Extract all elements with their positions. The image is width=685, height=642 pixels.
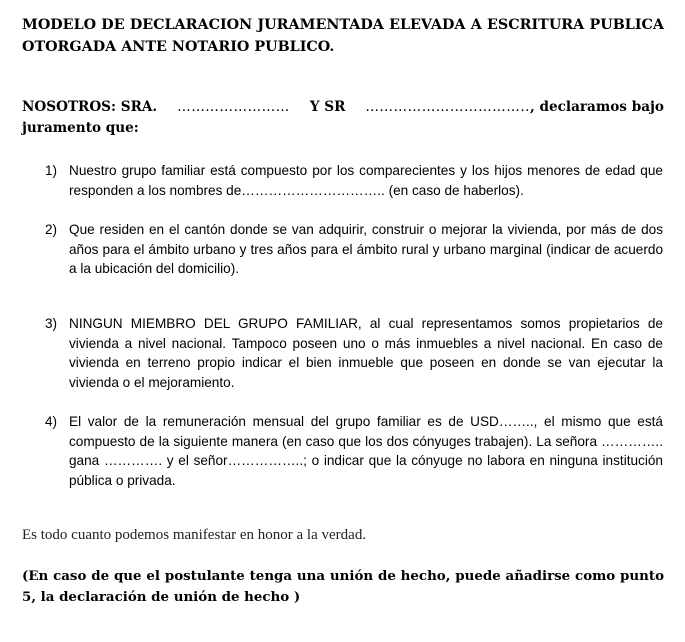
list-item-1 [45,161,663,200]
list-item-number: 3) [45,316,58,331]
declaration-mid: Y SR [309,99,346,115]
closing-statement: Es todo cuanto podemos manifestar en honor a la verdad. [22,527,367,543]
document-title: MODELO DE DECLARACION JURAMENTADA ELEVADA A ESCRITURA PUBLICA OTORGADA ANTE NOTARIO PUBLICO. [22,17,664,55]
blank-field-sra: …………………… [177,99,290,115]
list-item-2 [45,220,663,279]
declaration-line-1 [22,97,664,118]
list-item-4 [45,412,663,490]
list-item-text: Nuestro grupo familiar está compuesto por los comparecientes y los hijos menores de edad que responden a los nombres de………………………….. (en caso de haberlos). [69,163,663,198]
list-item-text: Que residen en el cantón donde se van adquirir, construir o mejorar la vivienda, por más de dos años para el ámbito urbano y tres años para el ámbito rural y urbano marginal (indicar de acuerdo a la ubicación del domicilio). [69,222,663,276]
list-item-text: El valor de la remuneración mensual del grupo familiar es de USD…….., el mismo que está compuesto de la siguiente manera (en caso que los dos cónyuges trabajen). La señora ………….. gana …………. y el señor……………..; o indicar que la cónyuge no labora en ninguna institución pública o privada. [69,414,663,488]
declaration-suffix-group [365,97,664,118]
footnote-union: (En caso de que el postulante tenga una unión de hecho, puede añadirse como punto 5, la declaración de unión de hecho ) [22,568,664,605]
declaration-suffix: , declaramos bajo [530,99,664,115]
list-item-number: 2) [45,222,58,237]
list-item-text: NINGUN MIEMBRO DEL GRUPO FAMILIAR, al cual representamos somos propietarios de vivienda a nivel nacional. Tampoco poseen uno o más inmuebles a nivel nacional. En caso de vivienda en terreno propio indicar el bien inmueble que poseen en donde se van ejecutar la vivienda o el mejoramiento. [69,316,663,390]
list-item-number: 4) [45,414,58,429]
blank-field-sr: …………………………….. [365,99,531,115]
declaration-line-2: juramento que: [22,120,139,136]
declaration-intro [22,97,664,139]
list-item-number: 1) [45,163,58,178]
list-item-3 [45,314,663,392]
declaration-prefix: NOSOTROS: SRA. [22,99,158,115]
